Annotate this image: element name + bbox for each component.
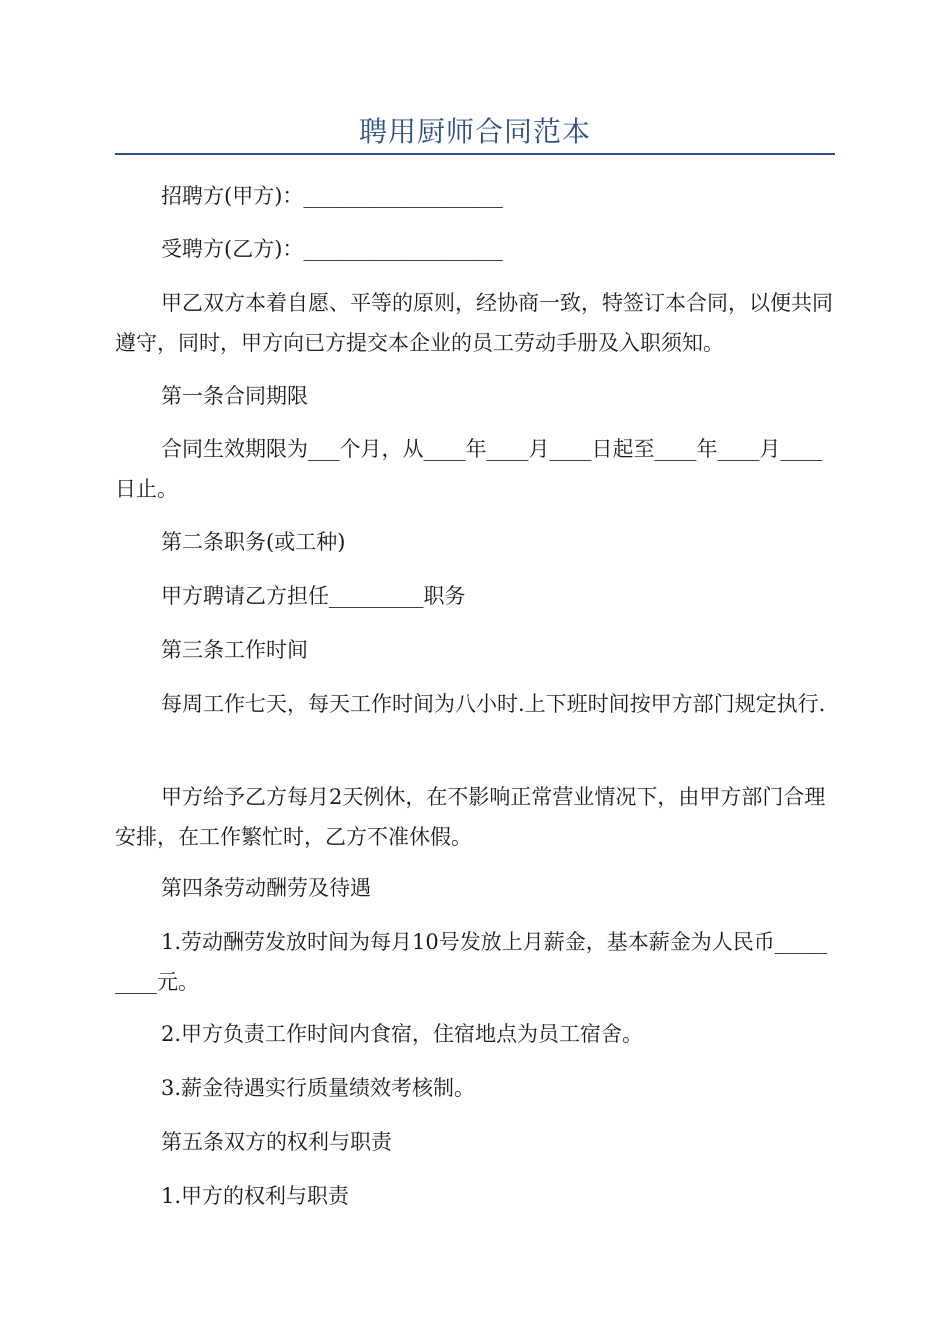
article-3-heading: 第三条工作时间: [161, 638, 308, 662]
article-4-item-2: 2.甲方负责工作时间内食宿，住宿地点为员工宿舍。: [161, 1022, 644, 1046]
title-underline: [115, 153, 835, 155]
article-2-heading: 第二条职务(或工种): [161, 530, 346, 554]
preamble-paragraph: 甲乙双方本着自愿、平等的原则，经协商一致，特签订本合同，以便共同遵守，同时，甲方向已方提交本企业的员工劳动手册及入职须知。: [115, 291, 833, 355]
article-5-heading: 第五条双方的权利与职责: [161, 1130, 392, 1154]
employee-party-line: 受聘方(乙方)：___________________: [161, 237, 503, 261]
article-4-item-3: 3.薪金待遇实行质量绩效考核制。: [161, 1076, 476, 1100]
article-2-position-paragraph: 甲方聘请乙方担任_________职务: [161, 584, 466, 608]
article-1-term-paragraph: 合同生效期限为___个月，从____年____月____日起至____年____月____日止。: [115, 437, 823, 501]
article-4-item-1: 1.劳动酬劳发放时间为每月10号发放上月薪金，基本薪金为人民币_________元。: [115, 930, 828, 994]
document-title: 聘用厨师合同范本: [358, 115, 591, 148]
article-3-hours-paragraph: 每周工作七天，每天工作时间为八小时.上下班时间按甲方部门规定执行.: [161, 692, 826, 716]
article-5-item-1: 1.甲方的权利与职责: [161, 1184, 350, 1208]
article-1-heading: 第一条合同期限: [161, 384, 308, 408]
employer-party-line: 招聘方(甲方)：___________________: [161, 184, 503, 208]
article-4-heading: 第四条劳动酬劳及待遇: [161, 876, 371, 900]
article-3-rest-paragraph: 甲方给予乙方每月2天例休，在不影响正常营业情况下，由甲方部门合理安排，在工作繁忙时，乙方不准休假。: [115, 785, 826, 849]
